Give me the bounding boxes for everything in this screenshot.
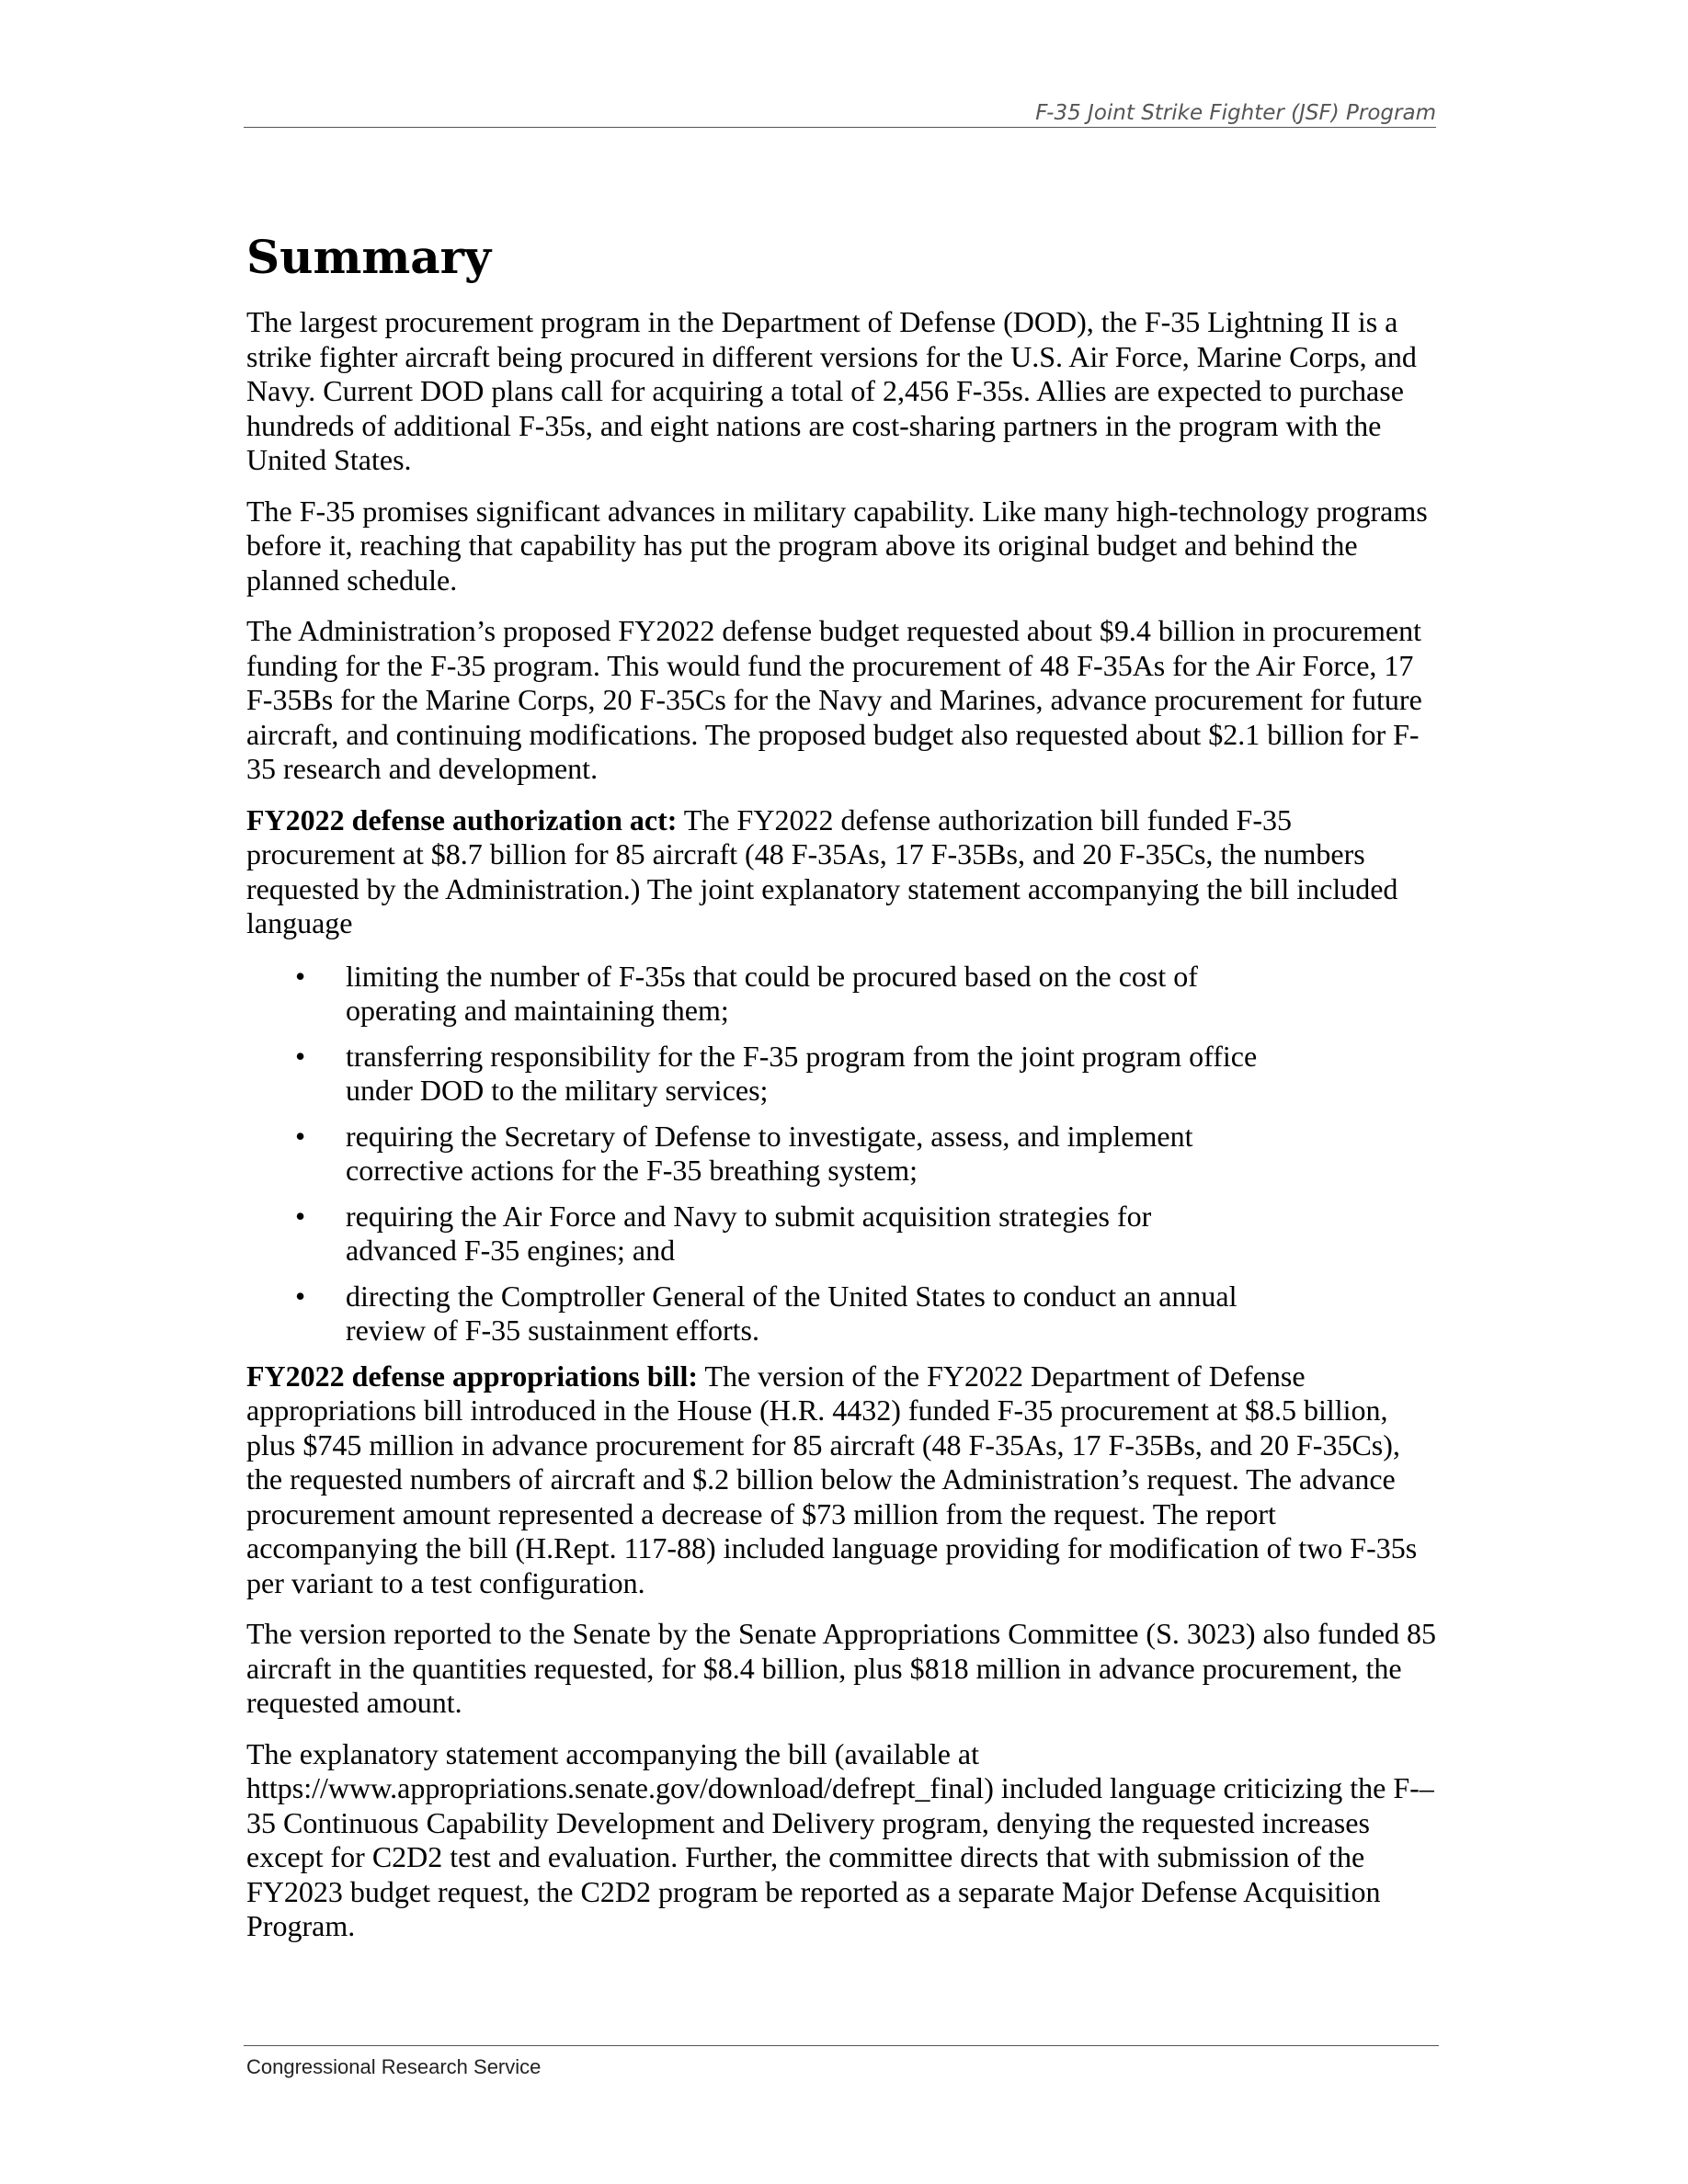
- senate-paragraph: The version reported to the Senate by the Senate Appropriations Committee (S. 3023) also funded 85 aircraft in the quantities requested, for $8.4 billion, plus $818 million in advance procurement, the requested amount.: [246, 1617, 1436, 1719]
- bullet-item: [246, 1200, 1265, 1268]
- running-footer: [244, 2045, 1439, 2080]
- appropriations-lead: FY2022 defense appropriations bill:: [246, 1359, 698, 1393]
- bullet-icon: •: [295, 959, 306, 993]
- intro-paragraph-1: The largest procurement program in the Department of Defense (DOD), the F-35 Lightning II is a strike fighter aircraft being procured in different versions for the U.S. Air Force, Marine Corps, and Navy. Current DOD plans call for acquiring a total of 2,456 F-35s. Allies are expected to purchase hundreds of additional F-35s, and eight nations are cost-sharing partners in the program with the United States.: [246, 305, 1417, 476]
- bullet-text: transferring responsibility for the F-35 program from the joint program office under DOD to the military services;: [346, 1039, 1258, 1107]
- bullet-icon: •: [295, 1039, 306, 1073]
- appropriations-paragraph: [246, 1359, 1442, 1601]
- bullet-item: [246, 960, 1265, 1029]
- bullet-text: requiring the Air Force and Navy to submit acquisition strategies for advanced F-35 engines; and: [346, 1199, 1152, 1267]
- bullet-icon: •: [295, 1279, 306, 1313]
- bullet-icon: •: [295, 1199, 306, 1233]
- bullet-item: [246, 1120, 1265, 1189]
- bullet-text: directing the Comptroller General of the United States to conduct an annual review of F-35 sustainment efforts.: [346, 1279, 1237, 1347]
- bullet-text: limiting the number of F-35s that could be procured based on the cost of operating and maintaining them;: [346, 959, 1198, 1027]
- bullet-text: requiring the Secretary of Defense to investigate, assess, and implement corrective actions for the F-35 breathing system;: [346, 1119, 1193, 1187]
- document-body: [246, 230, 1442, 1961]
- authorization-lead: FY2022 defense authorization act:: [246, 802, 678, 836]
- bullet-item: [246, 1040, 1265, 1109]
- bullet-item: [246, 1280, 1265, 1348]
- authorization-bullet-list: [246, 960, 1442, 1348]
- bullet-icon: •: [295, 1119, 306, 1153]
- appropriations-text: The version of the FY2022 Department of Defense appropriations bill introduced in the House (H.R. 4432) funded F-35 procurement at $8.5 billion, plus $745 million in advance procurement for 85 aircraft (48 F-35As, 17 F-35Bs, and 20 F-35Cs), the requested numbers of aircraft and $.2 billion below the Administration’s request. The advance procurement amount represented a decrease of $73 million from the request. The report accompanying the bill (H.Rept. 117-88) included language providing for modification of two F-35s per variant to a test configuration.: [246, 1359, 1418, 1599]
- intro-paragraph-2: The F-35 promises significant advances in military capability. Like many high-technology programs before it, reaching that capability has put the program above its original budget and behind the planned schedule.: [246, 494, 1428, 597]
- footer-source: Congressional Research Service: [246, 2055, 542, 2078]
- intro-paragraph-3: The Administration’s proposed FY2022 defense budget requested about $9.4 billion in procurement funding for the F-35 program. This would fund the procurement of 48 F-35As for the Air Force, 17 F-35Bs for the Marine Corps, 20 F-35Cs for the Navy and Marines, advance procurement for future aircraft, and continuing modifications. The proposed budget also requested about $2.1 billion for F-35 research and development.: [246, 614, 1422, 785]
- section-heading: Summary: [246, 230, 492, 284]
- authorization-text: The FY2022 defense authorization bill funded F-35 procurement at $8.7 billion for 85 aircraft (48 F-35As, 17 F-35Bs, and 20 F-35Cs, the numbers requested by the Administration.) The joint explanatory statement accompanying the bill included language: [246, 802, 1398, 939]
- authorization-paragraph: [246, 803, 1442, 941]
- running-header-title: F-35 Joint Strike Fighter (JSF) Program: [1035, 101, 1436, 125]
- explanatory-paragraph: The explanatory statement accompanying the bill (available at https://www.appropriations.senate.gov/download/defrept_final) included language criticizing the F-–35 Continuous Capability Development and Delivery program, denying the requested increases except for C2D2 test and evaluation. Further, the committee directs that with submission of the FY2023 budget request, the C2D2 program be reported as a separate Major Defense Acquisition Program.: [246, 1736, 1434, 1942]
- running-header: [244, 99, 1436, 128]
